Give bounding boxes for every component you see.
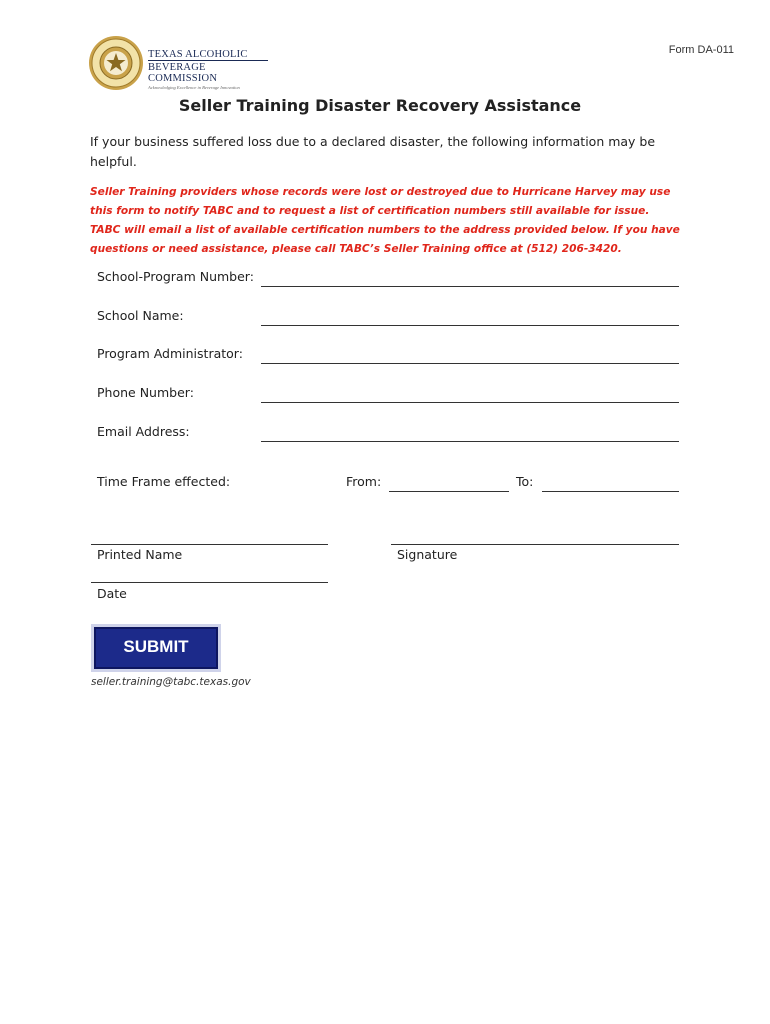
agency-logo xyxy=(88,35,268,95)
from-date-field[interactable] xyxy=(389,491,509,492)
email-address-label: Email Address: xyxy=(97,424,190,439)
program-administrator-label: Program Administrator: xyxy=(97,346,243,361)
to-date-field[interactable] xyxy=(542,491,679,492)
agency-name-line2: BEVERAGE COMMISSION xyxy=(148,60,268,84)
intro-text: If your business suffered loss due to a declared disaster, the following information may be helpful. xyxy=(90,134,656,169)
agency-name-line1: TEXAS ALCOHOLIC xyxy=(148,49,248,60)
phone-number-field[interactable] xyxy=(261,402,679,403)
to-label: To: xyxy=(516,474,534,489)
submit-email-address: seller.training@tabc.texas.gov xyxy=(91,676,251,688)
printed-name-label: Printed Name xyxy=(97,547,183,562)
school-program-number-field[interactable] xyxy=(261,286,679,287)
date-label: Date xyxy=(97,586,127,601)
email-address-field[interactable] xyxy=(261,441,679,442)
phone-number-label: Phone Number: xyxy=(97,385,194,400)
date-field[interactable] xyxy=(91,582,328,583)
school-name-label: School Name: xyxy=(97,308,184,323)
program-administrator-field[interactable] xyxy=(261,363,679,364)
time-frame-label: Time Frame effected: xyxy=(97,474,231,489)
printed-name-field[interactable] xyxy=(91,544,328,545)
signature-field[interactable] xyxy=(391,544,679,545)
from-label: From: xyxy=(346,474,382,489)
tabc-seal-icon xyxy=(88,35,144,91)
submit-button[interactable]: SUBMIT xyxy=(91,624,221,672)
signature-label: Signature xyxy=(397,547,458,562)
page-title: Seller Training Disaster Recovery Assistance xyxy=(178,96,582,115)
hurricane-notice: Seller Training providers whose records were lost or destroyed due to Hurricane Harvey may use this form to notify TABC and to request a list of certification numbers still available for issue. TABC will email a list of available certification numbers to the address provided below. If you have questions or need assistance, please call TABC’s Seller Training office at (512) 206-3420. xyxy=(90,186,680,255)
school-program-number-label: School-Program Number: xyxy=(97,269,254,284)
agency-tagline: Acknowledging Excellence in Beverage Innovation xyxy=(148,85,240,90)
form-number: Form DA-011 xyxy=(668,44,734,56)
agency-name xyxy=(148,49,268,90)
school-name-field[interactable] xyxy=(261,325,679,326)
